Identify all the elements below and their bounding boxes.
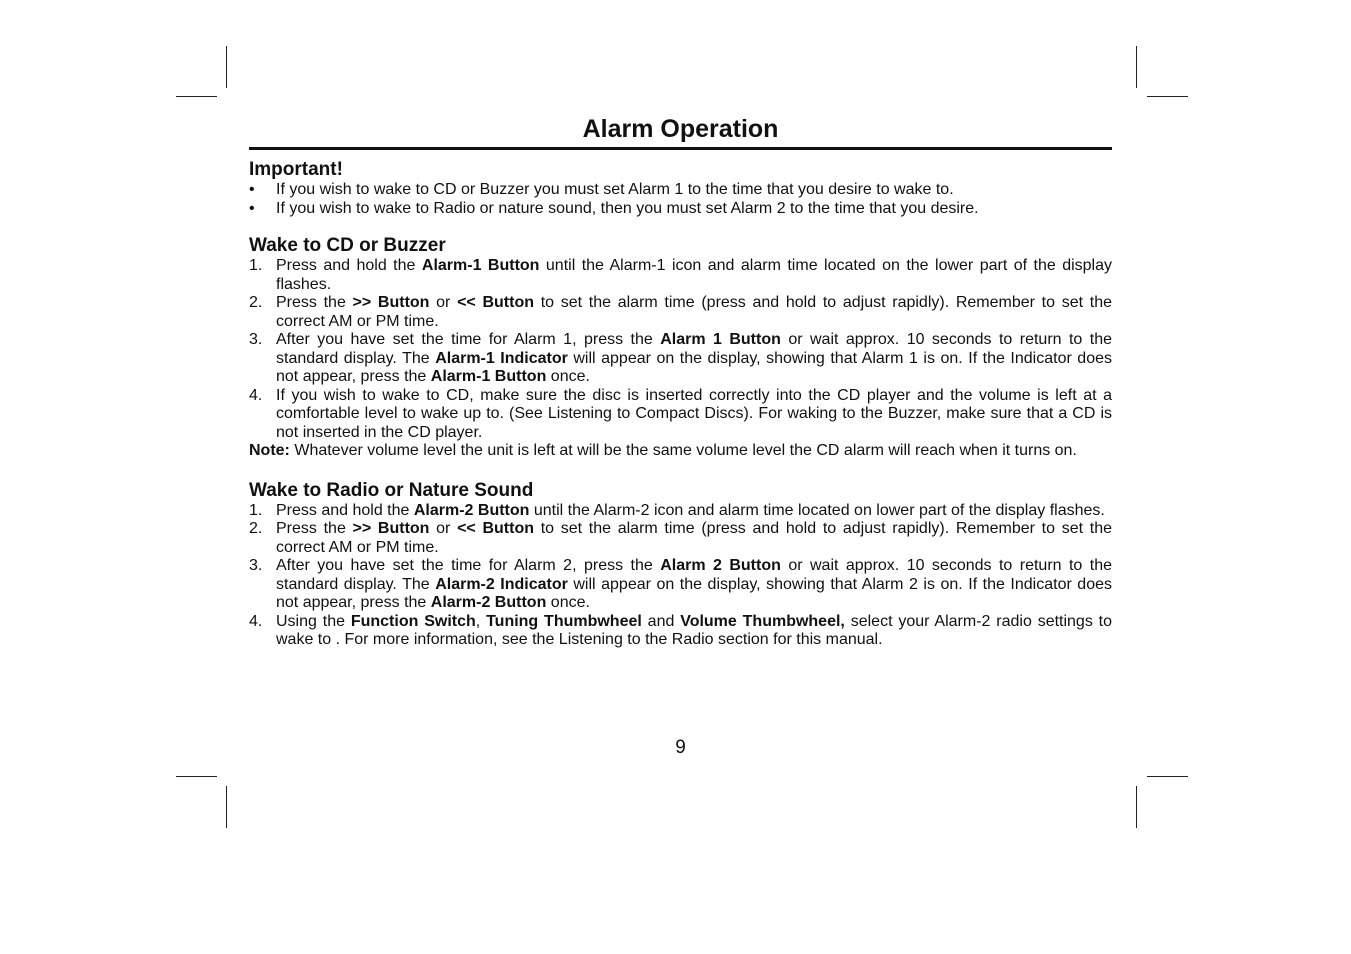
step-text: After you have set the time for Alarm 2, press the [276,557,661,574]
important-section [249,159,1112,218]
step-text: will appear on the display, showing that Alarm 1 is on. If the Indicator does not appear, press the [276,349,1113,385]
list-item [249,294,1112,331]
button-name: Alarm-2 Button [430,594,547,611]
step-text: , [475,612,487,630]
step-text: select your Alarm-2 radio settings to wake to . For more information, see the Listening to the Radio section for this manual. [276,612,1113,648]
step-text: once. [546,368,590,385]
note [249,442,1112,461]
control-name: Volume Thumbwheel, [680,612,845,630]
page-content [249,112,1112,650]
step-text: once. [546,594,590,611]
wake-radio-heading: Wake to Radio or Nature Sound [249,479,534,501]
important-heading: Important! [249,159,343,180]
step-text: until the Alarm-1 icon and alarm time located on the lower part of the display flashes. [276,257,1112,293]
step-text: to set the alarm time (press and hold to adjust rapidly). Remember to set the correct AM or PM time. [276,520,1112,556]
control-name: Tuning Thumbwheel [486,612,642,630]
step-text: or [429,294,458,311]
button-name: >> Button [352,294,430,311]
step-text: or wait approx. 10 seconds to return to the standard display. The [276,557,1113,593]
step-text: will appear on the display, showing that Alarm 2 is on. If the Indicator does not appear, press the [276,575,1113,611]
step-text: to set the alarm time (press and hold to adjust rapidly). Remember to set the correct AM or PM time. [276,294,1112,330]
crop-mark-top-right-vertical [1136,46,1137,88]
list-item [249,557,1112,613]
list-item [249,181,1112,200]
button-name: Alarm-1 Button [430,368,547,385]
button-name: << Button [457,294,534,311]
list-item [249,331,1112,387]
step-number: 3. [249,557,263,574]
list-item [249,520,1112,557]
button-name: << Button [457,520,534,537]
crop-mark-bottom-left-horizontal [176,776,217,777]
crop-mark-bottom-right-vertical [1136,786,1137,828]
step-text: until the Alarm-2 icon and alarm time located on lower part of the display flashes. [529,501,1105,519]
step-text: Press and hold the [276,501,414,519]
step-number: 4. [249,386,263,404]
bullet-marker: • [249,199,255,217]
note-text: Whatever volume level the unit is left at will be the same volume level the CD alarm will reach when it turns on. [289,442,1077,459]
step-text: After you have set the time for Alarm 1, press the [276,331,661,348]
step-text: and [641,612,681,630]
list-item [249,257,1112,294]
page-title: Alarm Operation [249,112,1112,150]
step-number: 4. [249,612,263,630]
list-item [249,613,1112,650]
step-text: or wait approx. 10 seconds to return to the standard display. The [276,331,1113,367]
bullet-marker: • [249,181,255,198]
step-number: 3. [249,331,263,348]
step-text: Press the [276,520,353,537]
bullet-text: If you wish to wake to Radio or nature sound, then you must set Alarm 2 to the time that you desire. [276,199,979,217]
wake-radio-steps [249,502,1112,650]
button-name: Alarm-1 Button [421,257,540,274]
button-name: Alarm-2 Button [413,501,530,519]
button-name: >> Button [352,520,430,537]
bullet-text: If you wish to wake to CD or Buzzer you must set Alarm 1 to the time that you desire to wake to. [276,181,954,198]
wake-cd-heading: Wake to CD or Buzzer [249,235,446,256]
step-number: 1. [249,257,263,274]
crop-mark-top-right-horizontal [1147,96,1188,97]
step-text: or [429,520,458,537]
crop-mark-top-left-horizontal [176,96,217,97]
button-name: Alarm 1 Button [660,331,781,348]
list-item [249,387,1112,443]
indicator-name: Alarm-1 Indicator [435,349,568,367]
note-label: Note: [249,442,290,459]
step-number: 2. [249,520,263,537]
list-item [249,200,1112,219]
indicator-name: Alarm-2 Indicator [435,575,568,593]
page-number: 9 [675,737,686,758]
step-text: Press the [276,294,353,311]
wake-cd-section [249,235,1112,461]
step-text: Using the [276,612,351,630]
control-name: Function Switch [350,612,476,630]
step-text: Press and hold the [276,257,422,274]
button-name: Alarm 2 Button [660,557,781,574]
wake-cd-steps [249,257,1112,442]
important-bullet-list [249,181,1112,218]
crop-mark-bottom-right-horizontal [1147,776,1188,777]
crop-mark-bottom-left-vertical [226,786,227,828]
wake-radio-section [249,480,1112,650]
step-text: If you wish to wake to CD, make sure the disc is inserted correctly into the CD player and the volume is left at a comfortable level to wake up to. (See Listening to Compact Discs). For waking to the Buzzer, make sure that a CD is not inserted in the CD player. [276,386,1112,441]
list-item [249,502,1112,521]
step-number: 2. [249,294,263,311]
step-number: 1. [249,501,263,519]
crop-mark-top-left-vertical [226,46,227,88]
